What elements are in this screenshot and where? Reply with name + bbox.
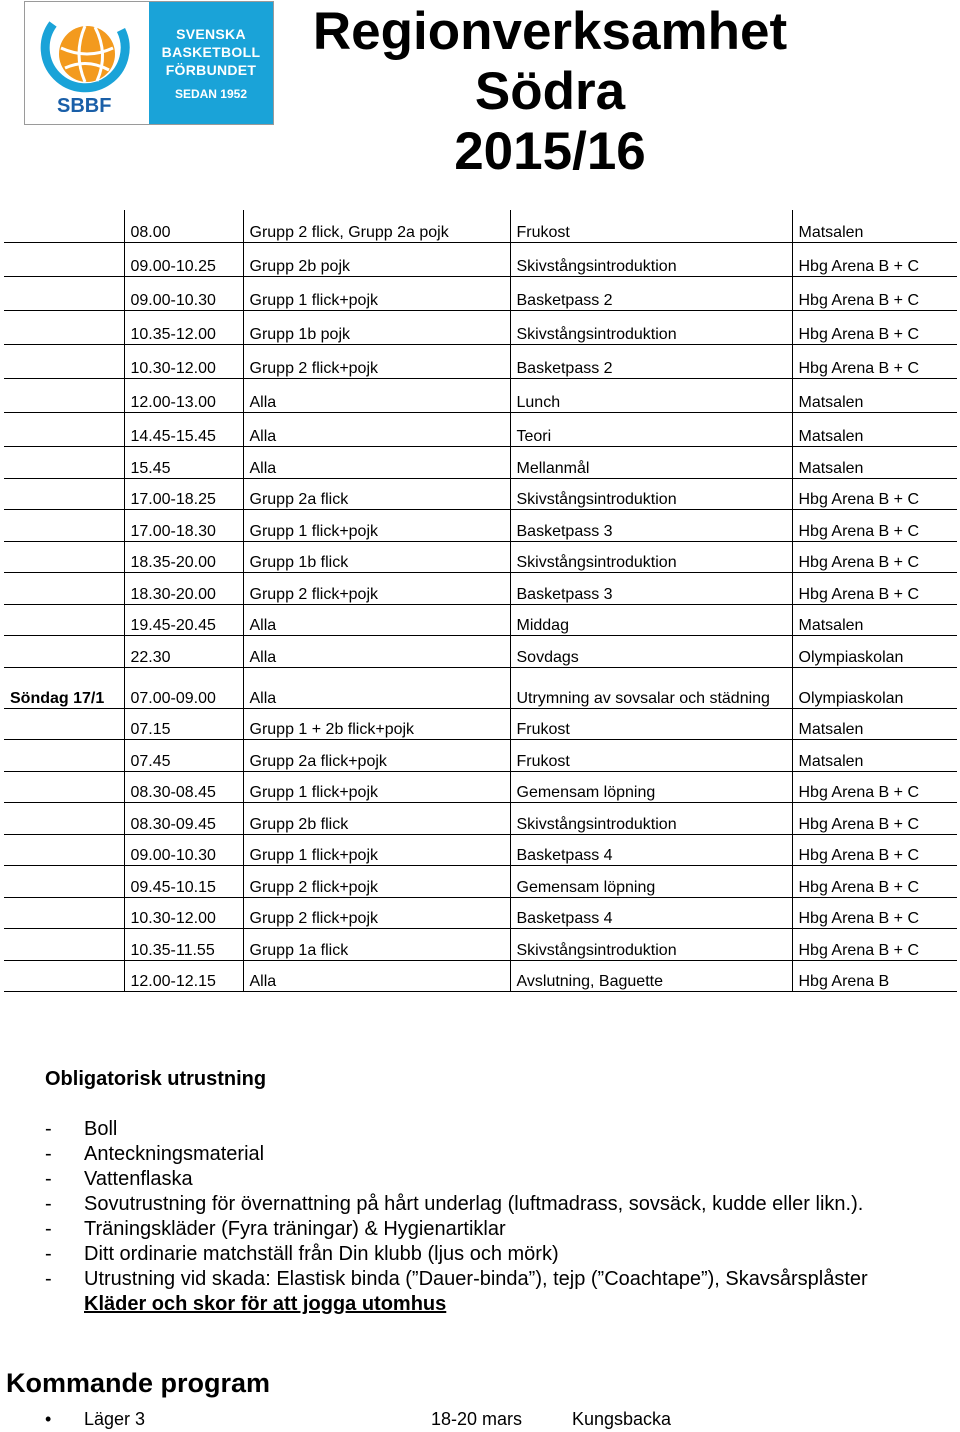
cell-group: Grupp 2 flick+pojk <box>243 573 510 605</box>
cell-time: 10.30-12.00 <box>124 345 243 379</box>
cell-time: 10.30-12.00 <box>124 898 243 929</box>
cell-time: 09.00-10.25 <box>124 243 243 277</box>
cell-place: Hbg Arena B + C <box>792 510 957 542</box>
upcoming-date: 18-20 mars <box>431 1409 523 1429</box>
cell-activity: Basketpass 2 <box>510 277 792 311</box>
cell-time: 22.30 <box>124 636 243 668</box>
cell-place: Matsalen <box>792 379 957 413</box>
table-row <box>4 668 957 709</box>
cell-group: Alla <box>243 636 510 668</box>
cell-group: Grupp 1 flick+pojk <box>243 277 510 311</box>
cell-day <box>4 379 124 413</box>
table-row <box>4 835 957 866</box>
cell-activity: Avslutning, Baguette <box>510 961 792 992</box>
cell-group: Grupp 1a flick <box>243 929 510 961</box>
cell-activity: Frukost <box>510 210 792 243</box>
cell-activity: Skivstångsintroduktion <box>510 311 792 345</box>
cell-day <box>4 961 124 992</box>
table-row <box>4 961 957 992</box>
cell-day <box>4 929 124 961</box>
table-row <box>4 311 957 345</box>
cell-place: Hbg Arena B + C <box>792 345 957 379</box>
cell-activity: Middag <box>510 605 792 636</box>
table-row <box>4 210 957 243</box>
list-bullet: - <box>45 1243 52 1265</box>
list-item <box>45 1117 950 1142</box>
cell-day <box>4 542 124 573</box>
upcoming-title: Kommande program <box>6 1368 271 1398</box>
list-item <box>45 1242 950 1267</box>
cell-activity: Mellanmål <box>510 447 792 479</box>
cell-day <box>4 243 124 277</box>
cell-day <box>4 605 124 636</box>
cell-activity: Skivstångsintroduktion <box>510 929 792 961</box>
list-item-text: Utrustning vid skada: Elastisk binda (”Dauer-binda”), tejp (”Coachtape”), Skavsårsplåster <box>84 1268 868 1290</box>
sbbf-logo <box>24 1 274 125</box>
cell-day <box>4 866 124 898</box>
basketball-icon <box>25 2 149 124</box>
cell-place: Hbg Arena B + C <box>792 929 957 961</box>
list-item-text: Sovutrustning för övernattning på hårt underlag (luftmadrass, sovsäck, kudde eller likn.). <box>84 1193 864 1215</box>
cell-group: Grupp 2 flick+pojk <box>243 866 510 898</box>
list-bullet: - <box>45 1118 52 1140</box>
table-row <box>4 243 957 277</box>
list-item <box>45 1192 950 1217</box>
cell-place: Matsalen <box>792 709 957 740</box>
list-item <box>45 1267 950 1292</box>
cell-day <box>4 740 124 772</box>
cell-group: Grupp 2 flick, Grupp 2a pojk <box>243 210 510 243</box>
list-item-text: Vattenflaska <box>84 1168 193 1190</box>
cell-day <box>4 898 124 929</box>
cell-place: Hbg Arena B + C <box>792 866 957 898</box>
cell-place: Hbg Arena B + C <box>792 277 957 311</box>
list-item <box>45 1167 950 1192</box>
cell-place: Olympiaskolan <box>792 668 957 709</box>
cell-place: Hbg Arena B + C <box>792 573 957 605</box>
cell-day <box>4 636 124 668</box>
cell-place: Hbg Arena B + C <box>792 243 957 277</box>
cell-place: Matsalen <box>792 447 957 479</box>
cell-activity: Skivstångsintroduktion <box>510 542 792 573</box>
cell-activity: Frukost <box>510 709 792 740</box>
equipment-title: Obligatorisk utrustning <box>45 1068 267 1090</box>
list-item-text: Träningskläder (Fyra träningar) & Hygienartiklar <box>84 1218 506 1240</box>
equipment-underlined-item: Kläder och skor för att jogga utomhus <box>84 1293 447 1315</box>
cell-activity: Skivstångsintroduktion <box>510 803 792 835</box>
table-row <box>4 709 957 740</box>
cell-group: Grupp 2 flick+pojk <box>243 898 510 929</box>
table-row <box>4 479 957 510</box>
list-item-text: Boll <box>84 1118 118 1140</box>
cell-time: 09.00-10.30 <box>124 835 243 866</box>
logo-line-3: FÖRBUNDET <box>165 62 257 78</box>
cell-activity: Basketpass 3 <box>510 573 792 605</box>
table-row <box>4 898 957 929</box>
cell-group: Alla <box>243 379 510 413</box>
list-item-text: Anteckningsmaterial <box>84 1143 265 1165</box>
cell-day <box>4 311 124 345</box>
cell-group: Grupp 2b flick <box>243 803 510 835</box>
table-row <box>4 803 957 835</box>
cell-day <box>4 709 124 740</box>
cell-time: 19.45-20.45 <box>124 605 243 636</box>
cell-place: Hbg Arena B + C <box>792 542 957 573</box>
cell-time: 10.35-12.00 <box>124 311 243 345</box>
cell-place: Matsalen <box>792 605 957 636</box>
cell-group: Grupp 1b flick <box>243 542 510 573</box>
cell-time: 18.35-20.00 <box>124 542 243 573</box>
list-bullet: - <box>45 1193 52 1215</box>
cell-time: 17.00-18.25 <box>124 479 243 510</box>
cell-day <box>4 510 124 542</box>
cell-activity: Skivstångsintroduktion <box>510 243 792 277</box>
cell-day <box>4 803 124 835</box>
cell-day <box>4 413 124 447</box>
table-row <box>4 573 957 605</box>
list-item <box>45 1142 950 1167</box>
cell-time: 15.45 <box>124 447 243 479</box>
list-item-text: Ditt ordinarie matchställ från Din klubb (ljus och mörk) <box>84 1243 559 1265</box>
list-bullet: - <box>45 1268 52 1290</box>
page-title <box>300 2 800 182</box>
table-row <box>4 379 957 413</box>
cell-day <box>4 277 124 311</box>
cell-place: Hbg Arena B + C <box>792 772 957 803</box>
cell-group: Grupp 1 flick+pojk <box>243 510 510 542</box>
table-row <box>4 740 957 772</box>
cell-group: Alla <box>243 961 510 992</box>
cell-day <box>4 835 124 866</box>
cell-place: Matsalen <box>792 740 957 772</box>
cell-activity: Sovdags <box>510 636 792 668</box>
cell-group: Alla <box>243 413 510 447</box>
table-row <box>4 605 957 636</box>
cell-time: 07.15 <box>124 709 243 740</box>
table-row <box>4 636 957 668</box>
cell-activity: Gemensam löpning <box>510 866 792 898</box>
cell-day <box>4 479 124 510</box>
cell-place: Hbg Arena B <box>792 961 957 992</box>
cell-time: 08.30-08.45 <box>124 772 243 803</box>
cell-day: Söndag 17/1 <box>4 668 124 709</box>
cell-group: Alla <box>243 447 510 479</box>
upcoming-name: Läger 3 <box>84 1409 146 1429</box>
upcoming-bullet: • <box>45 1409 52 1429</box>
cell-place: Hbg Arena B + C <box>792 835 957 866</box>
cell-time: 08.00 <box>124 210 243 243</box>
cell-activity: Basketpass 4 <box>510 835 792 866</box>
cell-activity: Teori <box>510 413 792 447</box>
title-line-1: Regionverksamhet <box>312 2 788 61</box>
cell-group: Grupp 1 flick+pojk <box>243 772 510 803</box>
cell-group: Grupp 1 + 2b flick+pojk <box>243 709 510 740</box>
table-row <box>4 510 957 542</box>
list-bullet: - <box>45 1143 52 1165</box>
cell-place: Olympiaskolan <box>792 636 957 668</box>
cell-activity: Utrymning av sovsalar och städning <box>510 668 792 709</box>
title-line-3: 2015/16 <box>454 122 646 181</box>
cell-time: 18.30-20.00 <box>124 573 243 605</box>
cell-day <box>4 772 124 803</box>
cell-group: Grupp 2b pojk <box>243 243 510 277</box>
cell-day <box>4 210 124 243</box>
schedule-body <box>4 210 957 992</box>
list-bullet: - <box>45 1168 52 1190</box>
cell-day <box>4 345 124 379</box>
cell-group: Grupp 1b pojk <box>243 311 510 345</box>
cell-group: Alla <box>243 668 510 709</box>
cell-time: 09.45-10.15 <box>124 866 243 898</box>
cell-activity: Skivstångsintroduktion <box>510 479 792 510</box>
cell-activity: Gemensam löpning <box>510 772 792 803</box>
cell-day <box>4 447 124 479</box>
cell-time: 14.45-15.45 <box>124 413 243 447</box>
cell-activity: Basketpass 4 <box>510 898 792 929</box>
list-bullet: - <box>45 1218 52 1240</box>
equipment-list <box>45 1117 950 1292</box>
cell-place: Hbg Arena B + C <box>792 803 957 835</box>
logo-line-4: SEDAN 1952 <box>174 87 248 101</box>
cell-time: 07.45 <box>124 740 243 772</box>
logo-line-2: BASKETBOLL <box>161 44 261 60</box>
cell-time: 12.00-12.15 <box>124 961 243 992</box>
cell-day <box>4 573 124 605</box>
cell-place: Matsalen <box>792 413 957 447</box>
table-row <box>4 929 957 961</box>
logo-abbreviation: SBBF <box>57 95 112 117</box>
schedule-table <box>4 210 957 992</box>
cell-place: Hbg Arena B + C <box>792 311 957 345</box>
logo-wordmark <box>149 2 273 124</box>
cell-activity: Lunch <box>510 379 792 413</box>
cell-place: Hbg Arena B + C <box>792 898 957 929</box>
cell-activity: Basketpass 2 <box>510 345 792 379</box>
table-row <box>4 277 957 311</box>
cell-time: 10.35-11.55 <box>124 929 243 961</box>
cell-group: Grupp 2 flick+pojk <box>243 345 510 379</box>
logo-line-1: SVENSKA <box>176 26 246 42</box>
table-row <box>4 447 957 479</box>
table-row <box>4 542 957 573</box>
cell-time: 09.00-10.30 <box>124 277 243 311</box>
cell-group: Grupp 1 flick+pojk <box>243 835 510 866</box>
cell-place: Matsalen <box>792 210 957 243</box>
title-line-2: Södra <box>474 62 626 121</box>
cell-place: Hbg Arena B + C <box>792 479 957 510</box>
cell-group: Grupp 2a flick+pojk <box>243 740 510 772</box>
upcoming-place: Kungsbacka <box>572 1409 672 1429</box>
cell-time: 07.00-09.00 <box>124 668 243 709</box>
cell-group: Grupp 2a flick <box>243 479 510 510</box>
table-row <box>4 772 957 803</box>
table-row <box>4 866 957 898</box>
list-item <box>45 1217 950 1242</box>
cell-time: 12.00-13.00 <box>124 379 243 413</box>
cell-activity: Basketpass 3 <box>510 510 792 542</box>
table-row <box>4 345 957 379</box>
table-row <box>4 413 957 447</box>
cell-group: Alla <box>243 605 510 636</box>
cell-time: 17.00-18.30 <box>124 510 243 542</box>
cell-activity: Frukost <box>510 740 792 772</box>
cell-time: 08.30-09.45 <box>124 803 243 835</box>
